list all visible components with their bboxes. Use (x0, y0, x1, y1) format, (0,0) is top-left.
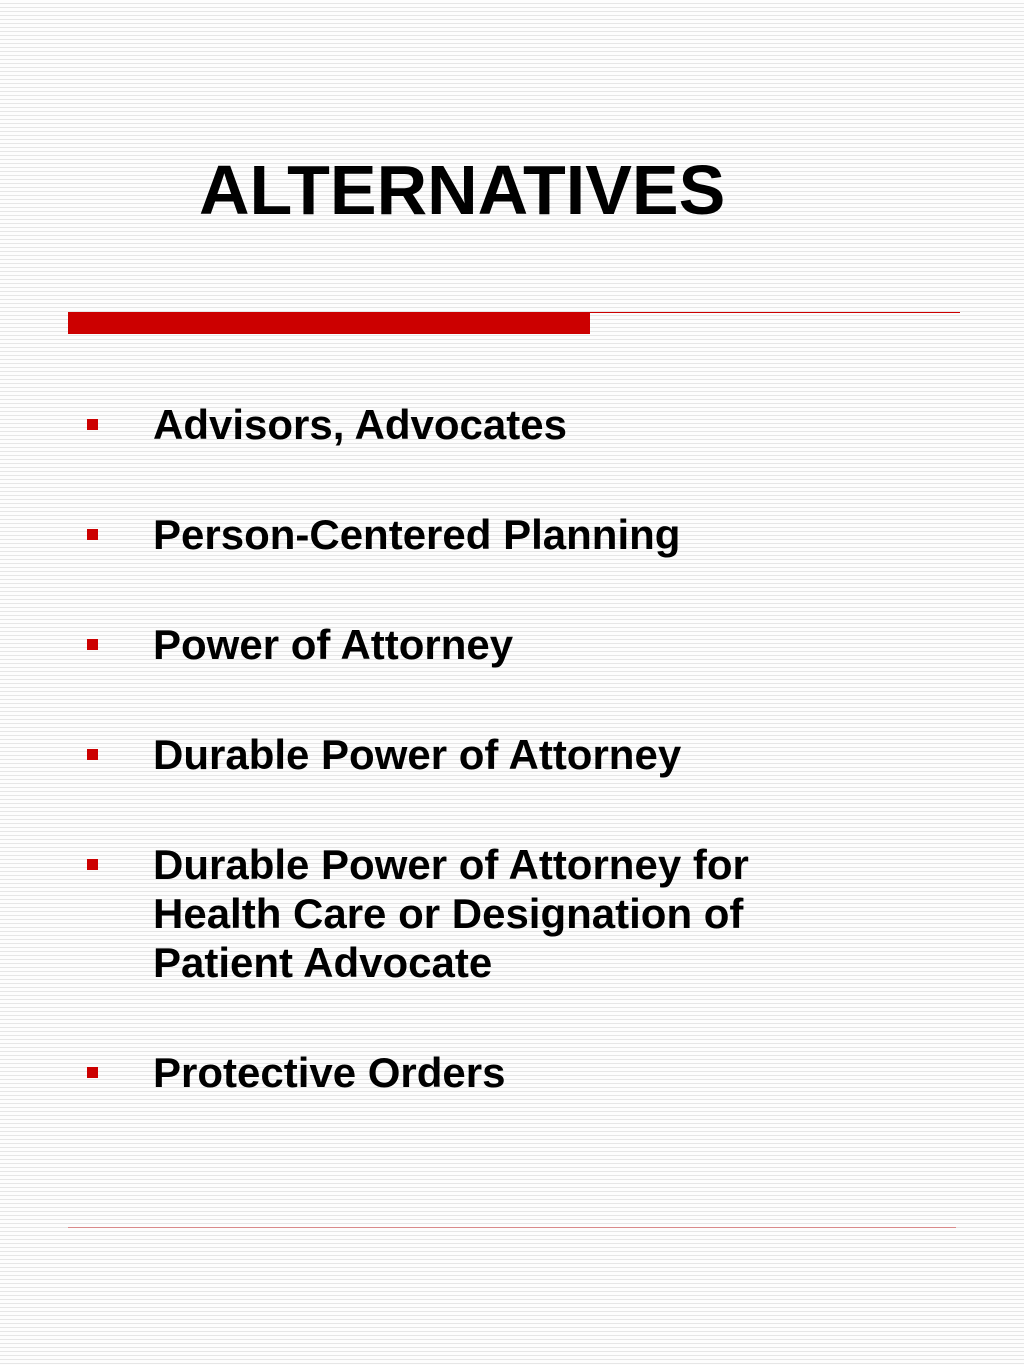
square-bullet-icon (87, 1067, 98, 1078)
bullet-text: Protective Orders (153, 1049, 506, 1096)
bullet-item (0, 510, 1024, 559)
bullet-text: Advisors, Advocates (153, 401, 567, 448)
bullet-text: Durable Power of Attorney (153, 731, 682, 778)
bullet-item (0, 730, 1024, 779)
bullet-item (0, 1048, 1024, 1097)
square-bullet-icon (87, 749, 98, 760)
footer-divider (68, 1227, 956, 1228)
slide-title: ALTERNATIVES (199, 151, 726, 229)
bullet-list (0, 400, 1024, 1158)
bullet-item (0, 840, 1024, 987)
square-bullet-icon (87, 529, 98, 540)
square-bullet-icon (87, 419, 98, 430)
bullet-text: Power of Attorney (153, 621, 514, 668)
bullet-item (0, 400, 1024, 449)
title-underline-thin (590, 312, 960, 313)
square-bullet-icon (87, 859, 98, 870)
bullet-text: Durable Power of Attorney for Health Care or Designation of Patient Advocate (153, 841, 749, 986)
bullet-item (0, 620, 1024, 669)
square-bullet-icon (87, 639, 98, 650)
bullet-text: Person-Centered Planning (153, 511, 681, 558)
title-underline-thick (68, 312, 590, 334)
